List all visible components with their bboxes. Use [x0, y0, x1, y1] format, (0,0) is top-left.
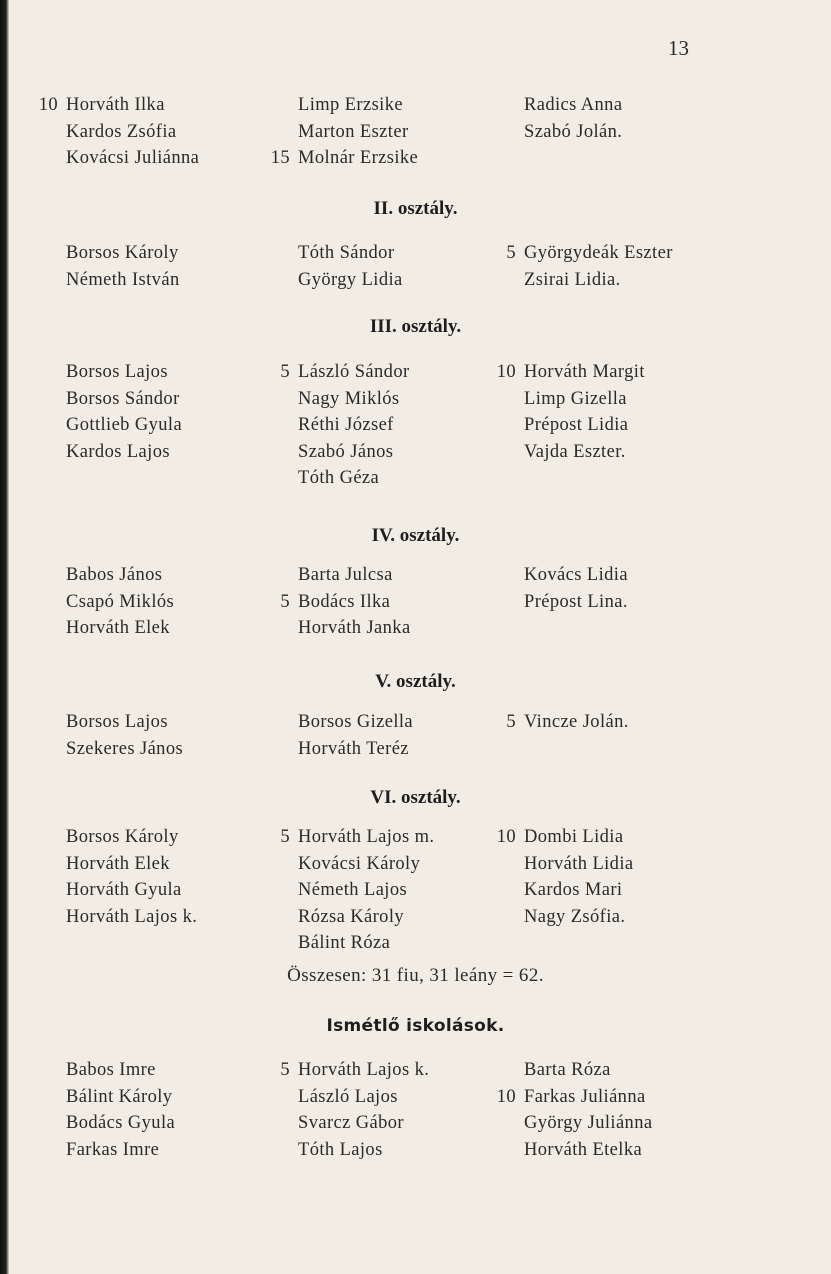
- student-name: [66, 1110, 175, 1137]
- student-name: [298, 877, 434, 904]
- section-5-col-0: [66, 824, 197, 930]
- student-name-text: Kardos Zsófia: [66, 121, 177, 142]
- line-count-marker: 15: [270, 148, 290, 168]
- student-name-text: Horváth Lajos k.: [66, 906, 198, 927]
- section-4-col-2: [506, 709, 629, 736]
- student-name-text: György Juliánna: [524, 1113, 653, 1133]
- section-heading-repeaters: Ismétlő iskolások.: [326, 1016, 505, 1036]
- student-name: [298, 709, 413, 736]
- page-number: 13: [668, 36, 689, 60]
- student-name-text: Horváth Lidia: [524, 853, 634, 874]
- section-heading-vi: VI. osztály.: [370, 787, 461, 808]
- student-name-text: Csapó Miklós: [66, 591, 175, 612]
- student-name-text: Babos Imre: [66, 1060, 156, 1080]
- student-name-text: Prépost Lidia: [524, 415, 629, 435]
- student-name-text: Horváth Lajos m.: [298, 827, 435, 847]
- student-name-text: Bodács Ilka: [298, 591, 391, 612]
- student-name-text: Bálint Károly: [66, 1086, 173, 1107]
- student-name: [298, 1110, 429, 1137]
- student-name-text: Borsos Gizella: [298, 712, 414, 732]
- student-name-text: Györgydeák Eszter: [524, 243, 673, 263]
- section-4-col-0: [66, 709, 183, 762]
- student-name: [270, 145, 419, 172]
- student-name-text: Horváth Teréz: [298, 738, 409, 759]
- student-name-text: Barta Róza: [524, 1060, 611, 1080]
- student-name: [298, 562, 411, 589]
- student-name-text: Horváth Elek: [66, 618, 170, 638]
- line-count-marker: 5: [280, 1060, 290, 1080]
- student-name: [298, 851, 434, 878]
- student-name: [38, 92, 199, 119]
- student-name-text: Tóth Géza: [298, 468, 380, 488]
- student-name: [298, 465, 410, 492]
- student-name-text: László Sándor: [298, 362, 410, 382]
- student-name: [298, 92, 418, 119]
- student-name-text: Tóth Lajos: [298, 1139, 383, 1160]
- student-name-text: Horváth Etelka: [524, 1139, 643, 1160]
- section-3-col-0: [66, 562, 174, 642]
- student-name: [298, 412, 410, 439]
- section-1-col-0: [66, 240, 180, 293]
- student-name-text: Réthi József: [298, 415, 394, 435]
- student-name: [66, 1057, 175, 1084]
- line-count-marker: 5: [506, 243, 516, 263]
- student-name: [66, 1137, 175, 1164]
- student-name-text: Bálint Róza: [298, 933, 391, 953]
- total-summary: Összesen: 31 fiu, 31 leány = 62.: [287, 965, 544, 986]
- student-name: [66, 851, 197, 878]
- student-name-text: Marton Eszter: [298, 121, 409, 142]
- section-0-col-2: [524, 92, 622, 145]
- student-name: [524, 562, 628, 589]
- student-name-text: Szabó János: [298, 441, 394, 462]
- student-name: [298, 1084, 429, 1111]
- student-name-text: Németh Lajos: [298, 880, 408, 900]
- student-name-text: Kovácsi Juliánna: [66, 148, 200, 168]
- student-name: [66, 615, 174, 642]
- student-name-text: Borsos Lajos: [66, 712, 168, 732]
- student-name-text: Radics Anna: [524, 95, 623, 115]
- student-name-text: Vajda Eszter.: [524, 441, 626, 462]
- line-count-marker: 10: [496, 827, 516, 847]
- section-3-col-1: [280, 562, 411, 642]
- student-name-text: Szabó Jolán.: [524, 121, 623, 142]
- section-4-col-1: [298, 709, 413, 762]
- student-name-text: Molnár Erzsike: [298, 148, 419, 168]
- section-3-col-2: [524, 562, 628, 615]
- student-name: [66, 904, 197, 931]
- section-2-col-0: [66, 359, 182, 465]
- student-name-text: Kardos Mari: [524, 880, 623, 900]
- student-name: [524, 851, 634, 878]
- student-name: [506, 240, 673, 267]
- student-name-text: Horváth Elek: [66, 853, 170, 874]
- student-name-text: Farkas Imre: [66, 1139, 160, 1160]
- student-name: [298, 736, 413, 763]
- student-name-text: Barta Julcsa: [298, 565, 393, 585]
- student-name-text: Kovács Lidia: [524, 565, 628, 585]
- student-name-text: Babos János: [66, 565, 163, 585]
- section-heading-iv: IV. osztály.: [371, 525, 460, 546]
- student-name: [280, 589, 411, 616]
- student-name: [524, 386, 645, 413]
- student-name: [66, 359, 182, 386]
- student-name: [524, 589, 628, 616]
- student-name: [66, 386, 182, 413]
- student-name-text: Bodács Gyula: [66, 1113, 176, 1133]
- line-count-marker: 5: [280, 827, 290, 847]
- line-count-marker: 10: [496, 1086, 516, 1107]
- student-name: [66, 824, 197, 851]
- student-name: [298, 439, 410, 466]
- student-name: [524, 92, 622, 119]
- student-name: [66, 267, 180, 294]
- student-name-text: László Lajos: [298, 1086, 398, 1107]
- line-count-marker: 10: [38, 95, 58, 115]
- student-name: [298, 267, 403, 294]
- student-name-text: Horváth Lajos k.: [298, 1060, 430, 1080]
- student-name-text: Horváth Gyula: [66, 880, 182, 900]
- student-name-text: Kardos Lajos: [66, 441, 170, 462]
- student-name-text: Horváth Janka: [298, 618, 411, 638]
- student-name: [298, 240, 403, 267]
- section-heading-ii: II. osztály.: [373, 198, 458, 219]
- student-name: [298, 119, 418, 146]
- section-2-col-1: [280, 359, 410, 492]
- section-0-col-1: [270, 92, 419, 172]
- student-name-text: Gottlieb Gyula: [66, 415, 183, 435]
- student-name-text: Nagy Zsófia.: [524, 906, 626, 927]
- section-heading-v: V. osztály.: [375, 671, 456, 692]
- student-name: [298, 930, 434, 957]
- line-count-marker: 5: [280, 591, 290, 612]
- student-name-text: Rózsa Károly: [298, 906, 405, 927]
- student-name-text: Zsirai Lidia.: [524, 269, 621, 290]
- student-name-text: Borsos Lajos: [66, 362, 168, 382]
- section-6-col-0: [66, 1057, 175, 1163]
- student-name-text: Horváth Ilka: [66, 95, 165, 115]
- line-count-marker: 10: [496, 362, 516, 382]
- section-6-col-1: [280, 1057, 430, 1163]
- student-name: [280, 824, 435, 851]
- student-name: [524, 119, 622, 146]
- section-1-col-2: [506, 240, 673, 293]
- student-name-text: Farkas Juliánna: [524, 1086, 646, 1107]
- section-5-col-2: [496, 824, 634, 930]
- student-name-text: Svarcz Gábor: [298, 1113, 404, 1133]
- student-name: [298, 615, 411, 642]
- student-name: [298, 904, 434, 931]
- student-name-text: György Lidia: [298, 269, 403, 290]
- student-name-text: Németh István: [66, 269, 180, 290]
- student-name-text: Borsos Károly: [66, 243, 179, 263]
- student-name: [298, 1137, 429, 1164]
- student-name: [524, 1137, 652, 1164]
- student-name: [524, 1057, 652, 1084]
- student-name-text: Borsos Sándor: [66, 388, 180, 409]
- student-name: [66, 119, 199, 146]
- section-2-col-2: [496, 359, 645, 465]
- section-6-col-2: [496, 1057, 653, 1163]
- student-name-text: Szekeres János: [66, 738, 184, 759]
- student-name: [66, 1084, 175, 1111]
- student-name: [66, 412, 182, 439]
- line-count-marker: 5: [280, 362, 290, 382]
- student-name: [298, 386, 410, 413]
- section-0-col-0: [38, 92, 200, 172]
- student-name: [496, 359, 645, 386]
- student-name-text: Prépost Lina.: [524, 591, 628, 612]
- student-name: [66, 240, 180, 267]
- student-name-text: Tóth Sándor: [298, 243, 395, 263]
- student-name: [66, 439, 182, 466]
- student-name: [280, 1057, 430, 1084]
- student-name: [524, 267, 673, 294]
- student-name-text: Borsos Károly: [66, 827, 179, 847]
- student-name: [506, 709, 629, 736]
- section-1-col-1: [298, 240, 403, 293]
- student-name: [66, 145, 199, 172]
- student-name: [524, 904, 634, 931]
- student-name-text: Dombi Lidia: [524, 827, 624, 847]
- student-name: [524, 877, 634, 904]
- section-5-col-1: [280, 824, 435, 957]
- section-heading-iii: III. osztály.: [369, 316, 462, 337]
- student-name: [66, 589, 174, 616]
- student-name: [524, 439, 645, 466]
- page-spine-edge: [0, 0, 9, 1274]
- student-name: [66, 877, 197, 904]
- student-name: [524, 1110, 652, 1137]
- student-name-text: Vincze Jolán.: [524, 712, 629, 732]
- student-name-text: Horváth Margit: [524, 362, 645, 382]
- student-name-text: Kovácsi Károly: [298, 853, 421, 874]
- student-name: [280, 359, 410, 386]
- student-name: [496, 1084, 652, 1111]
- student-name: [524, 412, 645, 439]
- line-count-marker: 5: [506, 712, 516, 732]
- student-name-text: Limp Gizella: [524, 388, 627, 409]
- student-name: [66, 736, 183, 763]
- student-name: [66, 562, 174, 589]
- student-name-text: Limp Erzsike: [298, 95, 403, 115]
- student-name: [66, 709, 183, 736]
- student-name: [496, 824, 634, 851]
- student-name-text: Nagy Miklós: [298, 388, 400, 409]
